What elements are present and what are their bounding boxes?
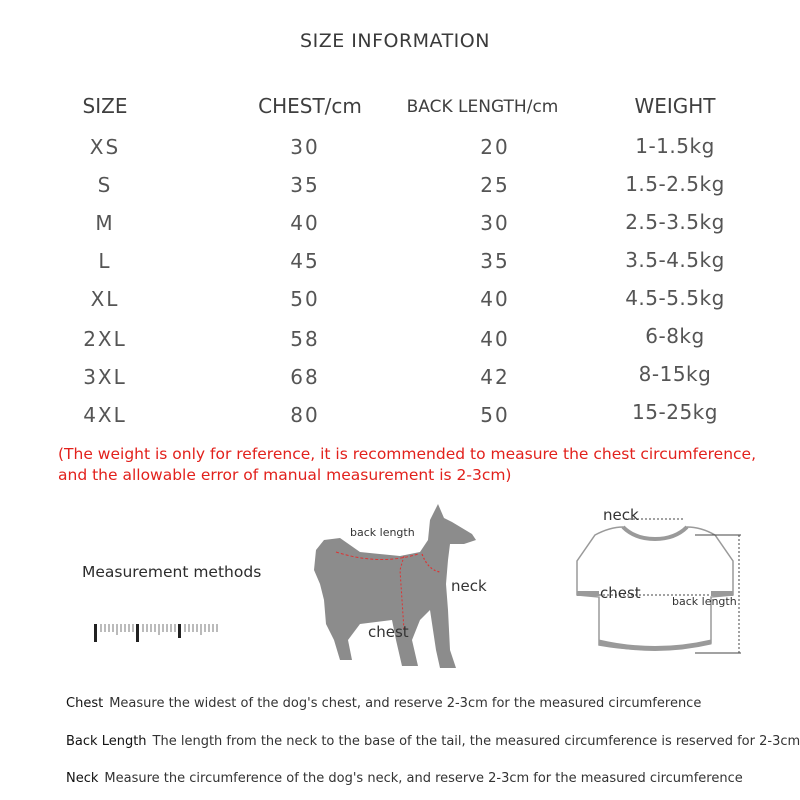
note-line-1: (The weight is only for reference, it is recommended to measure the chest circumference, (58, 445, 757, 463)
weight-cell: 1.5-2.5kg (625, 172, 725, 196)
neck-description (66, 771, 743, 786)
back-length-description (66, 734, 800, 749)
size-cell: M (95, 211, 115, 235)
reference-note (58, 444, 758, 486)
description-term: Neck (66, 771, 99, 786)
back-length-cell: 35 (480, 249, 510, 273)
note-line-2: and the allowable error of manual measurement is 2-3cm) (58, 466, 512, 484)
description-text: Measure the circumference of the dog's neck, and reserve 2-3cm for the measured circumference (104, 771, 743, 786)
weight-cell: 6-8kg (645, 324, 705, 348)
chest-cell: 58 (290, 327, 320, 351)
chest-cell: 35 (290, 173, 320, 197)
weight-cell: 15-25kg (632, 400, 718, 424)
back-length-cell: 20 (480, 135, 510, 159)
weight-cell: 2.5-3.5kg (625, 210, 725, 234)
size-cell: 2XL (83, 327, 127, 351)
size-cell: L (98, 249, 112, 273)
chest-cell: 40 (290, 211, 320, 235)
description-text: The length from the neck to the base of the tail, the measured circumference is reserved for 2-3cm (152, 734, 800, 749)
header-weight: WEIGHT (634, 94, 716, 118)
description-term: Chest (66, 696, 104, 711)
dog-chest-label: chest (368, 623, 409, 641)
page-title: SIZE INFORMATION (300, 30, 490, 52)
weight-cell: 3.5-4.5kg (625, 248, 725, 272)
size-cell: XL (90, 287, 120, 311)
shirt-back-length-label: back length (672, 595, 737, 608)
back-length-cell: 30 (480, 211, 510, 235)
tshirt-icon (555, 505, 755, 675)
weight-cell: 4.5-5.5kg (625, 286, 725, 310)
description-text: Measure the widest of the dog's chest, and reserve 2-3cm for the measured circumference (109, 696, 702, 711)
measurement-methods-label: Measurement methods (82, 563, 262, 581)
dog-back-length-label: back length (350, 526, 415, 539)
shirt-chest-label: chest (600, 584, 641, 602)
back-length-cell: 40 (480, 287, 510, 311)
description-term: Back Length (66, 734, 147, 749)
dog-neck-label: neck (451, 577, 487, 595)
weight-cell: 1-1.5kg (635, 134, 715, 158)
header-chest: CHEST/cm (258, 94, 362, 118)
shirt-neck-label: neck (603, 506, 639, 524)
size-cell: 4XL (83, 403, 127, 427)
header-back-length: BACK LENGTH/cm (406, 97, 559, 117)
back-length-cell: 25 (480, 173, 510, 197)
header-size: SIZE (82, 94, 128, 118)
chest-cell: 80 (290, 403, 320, 427)
chest-cell: 30 (290, 135, 320, 159)
weight-cell: 8-15kg (638, 362, 712, 386)
size-cell: XS (89, 135, 121, 159)
tape-measure-icon (92, 618, 222, 648)
back-length-cell: 40 (480, 327, 510, 351)
back-length-cell: 42 (480, 365, 510, 389)
size-cell: S (97, 173, 113, 197)
size-cell: 3XL (83, 365, 127, 389)
chest-description (66, 696, 701, 711)
chest-cell: 45 (290, 249, 320, 273)
back-length-cell: 50 (480, 403, 510, 427)
chest-cell: 50 (290, 287, 320, 311)
chest-cell: 68 (290, 365, 320, 389)
